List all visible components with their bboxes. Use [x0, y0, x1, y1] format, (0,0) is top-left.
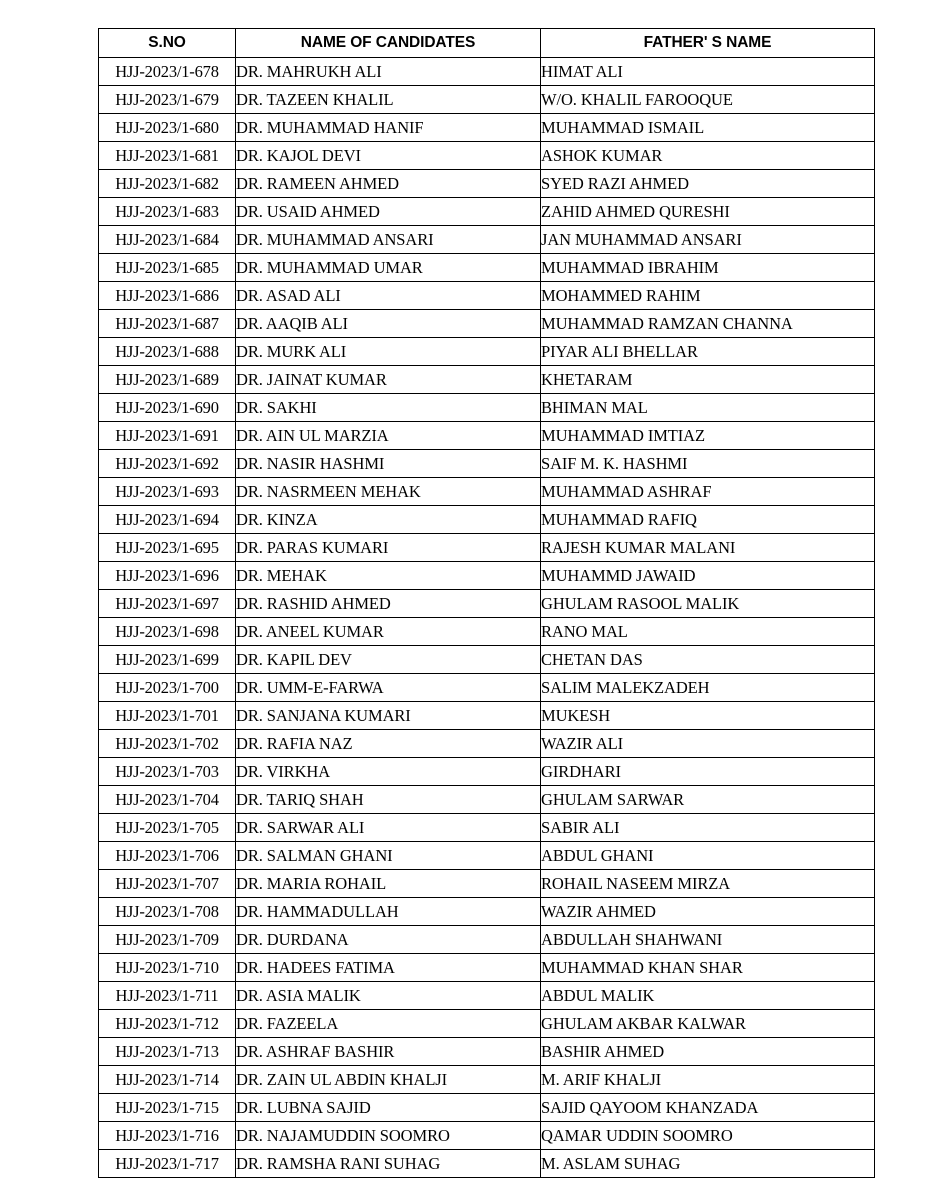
cell-father-name: ZAHID AHMED QURESHI [541, 198, 875, 226]
column-header-name: NAME OF CANDIDATES [236, 29, 541, 58]
cell-sno: HJJ-2023/1-681 [99, 142, 236, 170]
cell-sno: HJJ-2023/1-712 [99, 1010, 236, 1038]
table-row [99, 982, 875, 1010]
cell-sno: HJJ-2023/1-688 [99, 338, 236, 366]
cell-father-name: JAN MUHAMMAD ANSARI [541, 226, 875, 254]
cell-candidate-name: DR. SANJANA KUMARI [236, 702, 541, 730]
cell-candidate-name: DR. ASAD ALI [236, 282, 541, 310]
table-row [99, 534, 875, 562]
table-row [99, 562, 875, 590]
cell-sno: HJJ-2023/1-715 [99, 1094, 236, 1122]
table-row [99, 1038, 875, 1066]
cell-sno: HJJ-2023/1-707 [99, 870, 236, 898]
cell-sno: HJJ-2023/1-700 [99, 674, 236, 702]
cell-father-name: SALIM MALEKZADEH [541, 674, 875, 702]
table-row [99, 758, 875, 786]
cell-candidate-name: DR. MURK ALI [236, 338, 541, 366]
cell-sno: HJJ-2023/1-690 [99, 394, 236, 422]
cell-father-name: HIMAT ALI [541, 58, 875, 86]
cell-father-name: BASHIR AHMED [541, 1038, 875, 1066]
cell-candidate-name: DR. PARAS KUMARI [236, 534, 541, 562]
cell-candidate-name: DR. NASRMEEN MEHAK [236, 478, 541, 506]
cell-sno: HJJ-2023/1-708 [99, 898, 236, 926]
cell-sno: HJJ-2023/1-692 [99, 450, 236, 478]
cell-candidate-name: DR. KINZA [236, 506, 541, 534]
table-row [99, 394, 875, 422]
table-row [99, 422, 875, 450]
cell-sno: HJJ-2023/1-682 [99, 170, 236, 198]
cell-sno: HJJ-2023/1-683 [99, 198, 236, 226]
table-header [99, 29, 875, 58]
table-row [99, 674, 875, 702]
cell-father-name: KHETARAM [541, 366, 875, 394]
table-row [99, 58, 875, 86]
table-row [99, 870, 875, 898]
cell-father-name: GHULAM RASOOL MALIK [541, 590, 875, 618]
table-row [99, 618, 875, 646]
cell-sno: HJJ-2023/1-714 [99, 1066, 236, 1094]
table-row [99, 226, 875, 254]
cell-candidate-name: DR. SAKHI [236, 394, 541, 422]
cell-sno: HJJ-2023/1-709 [99, 926, 236, 954]
cell-father-name: WAZIR AHMED [541, 898, 875, 926]
table-row [99, 926, 875, 954]
table-row [99, 730, 875, 758]
cell-candidate-name: DR. MAHRUKH ALI [236, 58, 541, 86]
cell-sno: HJJ-2023/1-691 [99, 422, 236, 450]
cell-father-name: M. ARIF KHALJI [541, 1066, 875, 1094]
table-row [99, 646, 875, 674]
table-row [99, 366, 875, 394]
table-row [99, 1122, 875, 1150]
cell-candidate-name: DR. NASIR HASHMI [236, 450, 541, 478]
cell-father-name: MUHAMMAD ISMAIL [541, 114, 875, 142]
cell-father-name: RAJESH KUMAR MALANI [541, 534, 875, 562]
cell-candidate-name: DR. MEHAK [236, 562, 541, 590]
cell-sno: HJJ-2023/1-704 [99, 786, 236, 814]
cell-candidate-name: DR. KAJOL DEVI [236, 142, 541, 170]
candidate-list-table [98, 28, 875, 1178]
table-row [99, 338, 875, 366]
cell-sno: HJJ-2023/1-702 [99, 730, 236, 758]
cell-candidate-name: DR. RAFIA NAZ [236, 730, 541, 758]
cell-candidate-name: DR. ANEEL KUMAR [236, 618, 541, 646]
cell-sno: HJJ-2023/1-696 [99, 562, 236, 590]
table-row [99, 478, 875, 506]
cell-candidate-name: DR. KAPIL DEV [236, 646, 541, 674]
cell-father-name: GHULAM AKBAR KALWAR [541, 1010, 875, 1038]
cell-father-name: M. ASLAM SUHAG [541, 1150, 875, 1178]
cell-sno: HJJ-2023/1-698 [99, 618, 236, 646]
cell-father-name: MUHAMMAD ASHRAF [541, 478, 875, 506]
cell-father-name: MUHAMMD JAWAID [541, 562, 875, 590]
column-header-sno: S.NO [99, 29, 236, 58]
cell-candidate-name: DR. MUHAMMAD HANIF [236, 114, 541, 142]
cell-candidate-name: DR. VIRKHA [236, 758, 541, 786]
table-row [99, 786, 875, 814]
table-row [99, 1150, 875, 1178]
table-row [99, 1010, 875, 1038]
cell-candidate-name: DR. MARIA ROHAIL [236, 870, 541, 898]
cell-father-name: SAIF M. K. HASHMI [541, 450, 875, 478]
cell-father-name: ABDUL GHANI [541, 842, 875, 870]
table-row [99, 702, 875, 730]
table-row [99, 254, 875, 282]
candidate-table-container [98, 28, 874, 1178]
cell-father-name: PIYAR ALI BHELLAR [541, 338, 875, 366]
table-row [99, 954, 875, 982]
table-row [99, 1066, 875, 1094]
column-header-father: FATHER' S NAME [541, 29, 875, 58]
cell-candidate-name: DR. MUHAMMAD ANSARI [236, 226, 541, 254]
cell-sno: HJJ-2023/1-697 [99, 590, 236, 618]
cell-candidate-name: DR. HAMMADULLAH [236, 898, 541, 926]
cell-sno: HJJ-2023/1-699 [99, 646, 236, 674]
cell-candidate-name: DR. RAMEEN AHMED [236, 170, 541, 198]
cell-sno: HJJ-2023/1-680 [99, 114, 236, 142]
cell-sno: HJJ-2023/1-711 [99, 982, 236, 1010]
cell-father-name: SAJID QAYOOM KHANZADA [541, 1094, 875, 1122]
cell-candidate-name: DR. NAJAMUDDIN SOOMRO [236, 1122, 541, 1150]
cell-candidate-name: DR. TAZEEN KHALIL [236, 86, 541, 114]
table-row [99, 170, 875, 198]
cell-candidate-name: DR. TARIQ SHAH [236, 786, 541, 814]
table-row [99, 282, 875, 310]
cell-father-name: RANO MAL [541, 618, 875, 646]
cell-sno: HJJ-2023/1-717 [99, 1150, 236, 1178]
cell-candidate-name: DR. MUHAMMAD UMAR [236, 254, 541, 282]
cell-father-name: QAMAR UDDIN SOOMRO [541, 1122, 875, 1150]
cell-candidate-name: DR. ASIA MALIK [236, 982, 541, 1010]
table-row [99, 842, 875, 870]
cell-candidate-name: DR. HADEES FATIMA [236, 954, 541, 982]
cell-sno: HJJ-2023/1-713 [99, 1038, 236, 1066]
cell-sno: HJJ-2023/1-710 [99, 954, 236, 982]
cell-father-name: MUHAMMAD IBRAHIM [541, 254, 875, 282]
cell-candidate-name: DR. SALMAN GHANI [236, 842, 541, 870]
cell-father-name: SYED RAZI AHMED [541, 170, 875, 198]
cell-sno: HJJ-2023/1-706 [99, 842, 236, 870]
cell-father-name: ABDUL MALIK [541, 982, 875, 1010]
cell-sno: HJJ-2023/1-684 [99, 226, 236, 254]
table-row [99, 198, 875, 226]
table-row [99, 1094, 875, 1122]
cell-candidate-name: DR. ZAIN UL ABDIN KHALJI [236, 1066, 541, 1094]
cell-sno: HJJ-2023/1-703 [99, 758, 236, 786]
table-row [99, 86, 875, 114]
table-row [99, 114, 875, 142]
table-row [99, 450, 875, 478]
cell-candidate-name: DR. DURDANA [236, 926, 541, 954]
cell-sno: HJJ-2023/1-689 [99, 366, 236, 394]
cell-sno: HJJ-2023/1-695 [99, 534, 236, 562]
cell-sno: HJJ-2023/1-693 [99, 478, 236, 506]
cell-sno: HJJ-2023/1-694 [99, 506, 236, 534]
cell-candidate-name: DR. USAID AHMED [236, 198, 541, 226]
cell-father-name: MUHAMMAD RAMZAN CHANNA [541, 310, 875, 338]
cell-candidate-name: DR. JAINAT KUMAR [236, 366, 541, 394]
cell-sno: HJJ-2023/1-701 [99, 702, 236, 730]
cell-sno: HJJ-2023/1-685 [99, 254, 236, 282]
table-row [99, 310, 875, 338]
cell-sno: HJJ-2023/1-705 [99, 814, 236, 842]
cell-sno: HJJ-2023/1-678 [99, 58, 236, 86]
table-row [99, 506, 875, 534]
cell-father-name: ASHOK KUMAR [541, 142, 875, 170]
cell-father-name: BHIMAN MAL [541, 394, 875, 422]
cell-father-name: W/O. KHALIL FAROOQUE [541, 86, 875, 114]
cell-sno: HJJ-2023/1-686 [99, 282, 236, 310]
cell-sno: HJJ-2023/1-679 [99, 86, 236, 114]
table-header-row [99, 29, 875, 58]
cell-father-name: ABDULLAH SHAHWANI [541, 926, 875, 954]
cell-father-name: MUHAMMAD KHAN SHAR [541, 954, 875, 982]
cell-father-name: SABIR ALI [541, 814, 875, 842]
cell-father-name: ROHAIL NASEEM MIRZA [541, 870, 875, 898]
table-row [99, 590, 875, 618]
table-row [99, 142, 875, 170]
cell-sno: HJJ-2023/1-716 [99, 1122, 236, 1150]
cell-candidate-name: DR. LUBNA SAJID [236, 1094, 541, 1122]
cell-father-name: MOHAMMED RAHIM [541, 282, 875, 310]
cell-father-name: GIRDHARI [541, 758, 875, 786]
cell-father-name: MUKESH [541, 702, 875, 730]
cell-candidate-name: DR. AIN UL MARZIA [236, 422, 541, 450]
cell-father-name: MUHAMMAD RAFIQ [541, 506, 875, 534]
cell-sno: HJJ-2023/1-687 [99, 310, 236, 338]
cell-candidate-name: DR. FAZEELA [236, 1010, 541, 1038]
cell-father-name: GHULAM SARWAR [541, 786, 875, 814]
cell-father-name: MUHAMMAD IMTIAZ [541, 422, 875, 450]
cell-candidate-name: DR. SARWAR ALI [236, 814, 541, 842]
table-body [99, 58, 875, 1178]
cell-candidate-name: DR. AAQIB ALI [236, 310, 541, 338]
cell-candidate-name: DR. RASHID AHMED [236, 590, 541, 618]
table-row [99, 898, 875, 926]
cell-candidate-name: DR. RAMSHA RANI SUHAG [236, 1150, 541, 1178]
table-row [99, 814, 875, 842]
cell-candidate-name: DR. ASHRAF BASHIR [236, 1038, 541, 1066]
cell-father-name: WAZIR ALI [541, 730, 875, 758]
cell-candidate-name: DR. UMM-E-FARWA [236, 674, 541, 702]
cell-father-name: CHETAN DAS [541, 646, 875, 674]
